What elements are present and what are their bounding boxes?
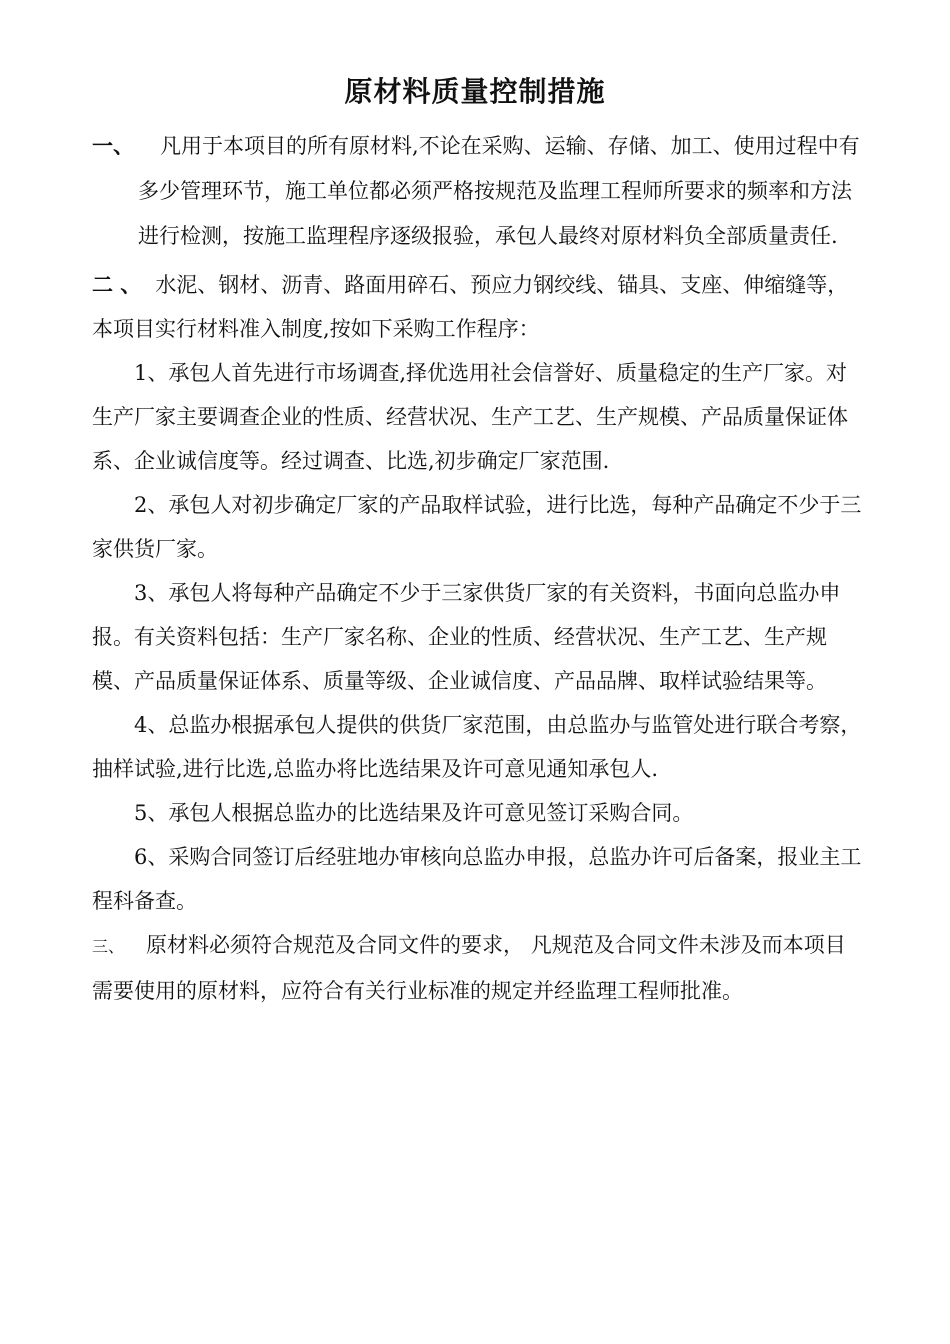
section-3-number: 三、 [92, 937, 125, 956]
procedure-item-5: 5、承包人根据总监办的比选结果及许可意见签订采购合同。 [134, 801, 694, 825]
procedure-item-6: 6、采购合同签订后经驻地办审核向总监办申报，总监办许可后备案，报业主工程科备查。 [92, 845, 862, 913]
section-1-text: 凡用于本项目的所有原材料,不论在采购、运输、存储、加工、使用过程中有多少管理环节，施工单位都必须严格按规范及监理工程师所要求的频率和方法进行检测，按施工监理程序逐级报验，承包人最终对原材料负全部质量责任. [138, 134, 860, 248]
document-body [92, 124, 864, 1013]
document-title: 原材料质量控制措施 [344, 75, 606, 108]
section-2-text: 水泥、钢材、沥青、路面用碎石、预应力钢绞线、锚具、支座、伸缩缝等，本项目实行材料准入制度,按如下采购工作程序： [92, 273, 849, 341]
procedure-item-3: 3、承包人将每种产品确定不少于三家供货厂家的有关资料，书面向总监办申报。有关资料包括：生产厂家名称、企业的性质、经营状况、生产工艺、生产规模、产品质量保证体系、质量等级、企业诚信度、产品品牌、取样试验结果等。 [92, 581, 841, 693]
section-2 [92, 263, 864, 923]
section-1-number: 一、 [92, 134, 134, 158]
procedure-item-1: 1、承包人首先进行市场调查,择优选用社会信誉好、质量稳定的生产厂家。对生产厂家主要调查企业的性质、经营状况、生产工艺、生产规模、产品质量保证体系、企业诚信度等。经过调查、比选,初步确定厂家范围. [92, 361, 848, 473]
section-2-intro [92, 263, 864, 351]
procedure-item-4: 4、总监办根据承包人提供的供货厂家范围，由总监办与监管处进行联合考察，抽样试验,进行比选,总监办将比选结果及许可意见通知承包人. [92, 713, 862, 781]
section-3 [92, 923, 864, 1013]
section-3-text: 原材料必须符合规范及合同文件的要求， 凡规范及合同文件未涉及而本项目需要使用的原材料，应符合有关行业标准的规定并经监理工程师批准。 [92, 933, 846, 1003]
section-2-number: 二 、 [92, 273, 142, 297]
procedure-item-2: 2、承包人对初步确定厂家的产品取样试验，进行比选，每种产品确定不少于三家供货厂家。 [92, 493, 862, 561]
section-1 [92, 124, 864, 259]
